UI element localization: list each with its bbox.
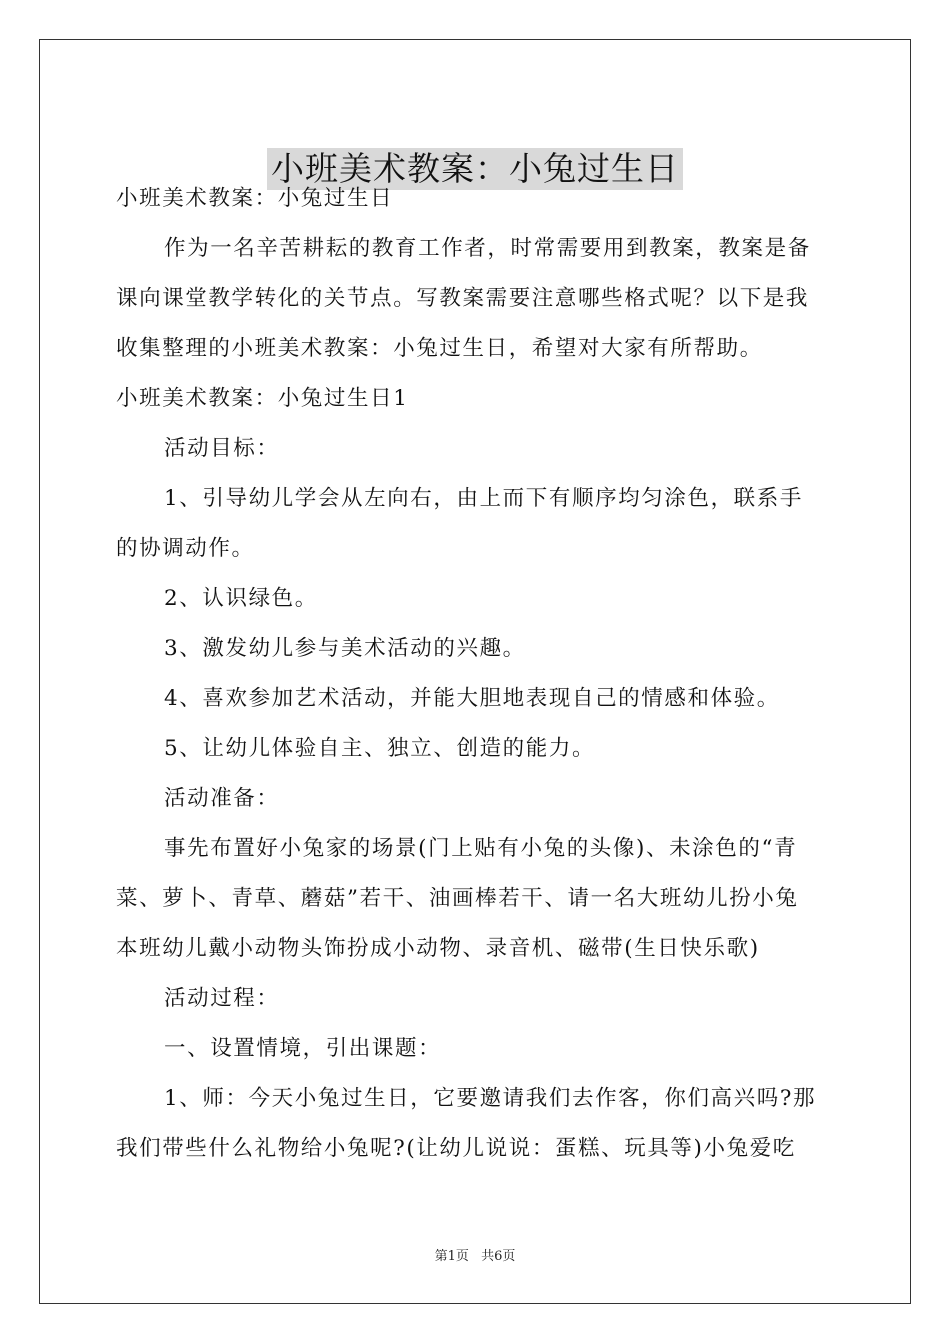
paragraph-line: 1、师：今天小兔过生日，它要邀请我们去作客，你们高兴吗?那 — [164, 1086, 817, 1111]
section-heading: 小班美术教案：小兔过生日1 — [116, 386, 409, 411]
paragraph-line: 2、认识绿色。 — [164, 586, 318, 611]
paragraph-line: 本班幼儿戴小动物头饰扮成小动物、录音机、磁带(生日快乐歌) — [116, 936, 760, 961]
paragraph-line: 事先布置好小兔家的场景(门上贴有小兔的头像)、未涂色的“青 — [164, 836, 798, 861]
subtitle-line: 小班美术教案：小兔过生日 — [116, 186, 394, 211]
page-total: 共6页 — [481, 1249, 516, 1264]
page-footer — [0, 1248, 950, 1266]
paragraph-line: 活动准备： — [164, 786, 280, 811]
paragraph-line: 1、引导幼儿学会从左向右，由上而下有顺序均匀涂色，联系手 — [164, 486, 803, 511]
paragraph-line: 3、激发幼儿参与美术活动的兴趣。 — [164, 636, 526, 661]
paragraph-line: 活动目标： — [164, 436, 280, 461]
document-title: 小班美术教案：小兔过生日 — [267, 148, 683, 190]
page-frame — [39, 39, 911, 1304]
paragraph-line: 4、喜欢参加艺术活动，并能大胆地表现自己的情感和体验。 — [164, 686, 780, 711]
paragraph-line: 我们带些什么礼物给小兔呢?(让幼儿说说：蛋糕、玩具等)小兔爱吃 — [116, 1136, 796, 1161]
paragraph-line: 5、让幼儿体验自主、独立、创造的能力。 — [164, 736, 596, 761]
paragraph-line: 课向课堂教学转化的关节点。写教案需要注意哪些格式呢？以下是我 — [116, 286, 810, 311]
paragraph-line: 一、设置情境，引出课题： — [164, 1036, 442, 1061]
paragraph-line: 的协调动作。 — [116, 536, 255, 561]
paragraph-line: 活动过程： — [164, 986, 280, 1011]
paragraph-line: 收集整理的小班美术教案：小兔过生日，希望对大家有所帮助。 — [116, 336, 763, 361]
paragraph-line: 菜、萝卜、青草、蘑菇”若干、油画棒若干、请一名大班幼儿扮小兔 — [116, 886, 799, 911]
paragraph-line: 作为一名辛苦耕耘的教育工作者，时常需要用到教案，教案是备 — [164, 236, 811, 261]
page-number: 第1页 — [434, 1249, 469, 1264]
